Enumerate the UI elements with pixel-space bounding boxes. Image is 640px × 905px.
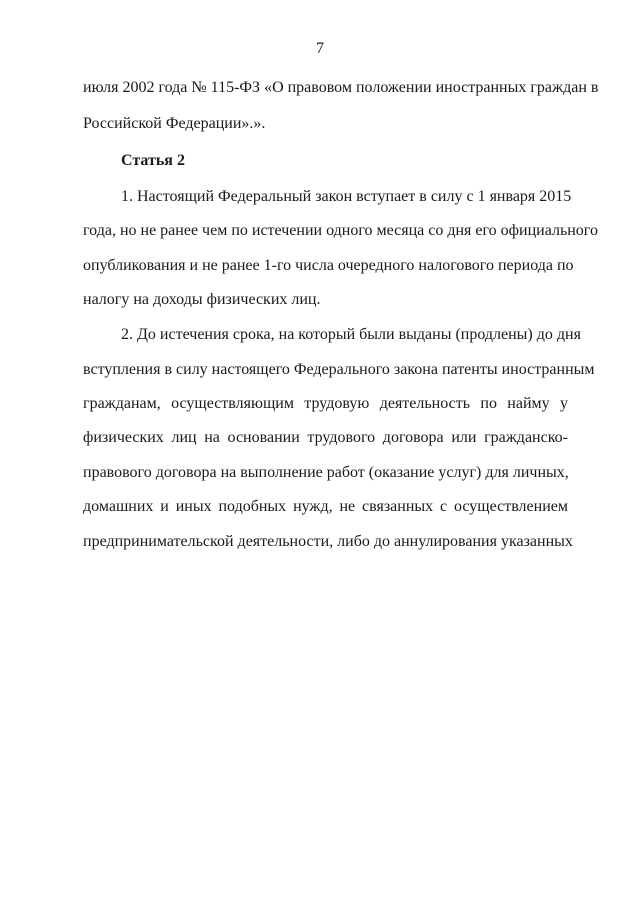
continuation-line-2: Российской Федерации».». (83, 115, 266, 132)
paragraph1-line-3: опубликования и не ранее 1-го числа очередного налогового периода по (83, 257, 574, 274)
paragraph1-line-1: 1. Настоящий Федеральный закон вступает в силу с 1 января 2015 (121, 188, 572, 205)
paragraph2-line-1: 2. До истечения срока, на который были выданы (продлены) до дня (121, 326, 581, 343)
paragraph2-line-4: физических лиц на основании трудового договора или гражданско- (83, 429, 568, 446)
paragraph2-line-6: домашних и иных подобных нужд, не связанных с осуществлением (83, 498, 568, 515)
paragraph2-line-3: гражданам, осуществляющим трудовую деятельность по найму у (83, 395, 568, 412)
paragraph2-line-5: правового договора на выполнение работ (оказание услуг) для личных, (83, 464, 569, 481)
continuation-line-1: июля 2002 года № 115-ФЗ «О правовом положении иностранных граждан в (83, 79, 599, 96)
page-number: 7 (316, 40, 324, 57)
paragraph1-line-4: налогу на доходы физических лиц. (83, 291, 321, 308)
paragraph2-line-7: предпринимательской деятельности, либо до аннулирования указанных (83, 533, 573, 550)
paragraph2-line-2: вступления в силу настоящего Федерального закона патенты иностранным (83, 361, 595, 378)
article-heading: Статья 2 (121, 152, 185, 169)
paragraph1-line-2: года, но не ранее чем по истечении одного месяца со дня его официального (83, 222, 598, 239)
